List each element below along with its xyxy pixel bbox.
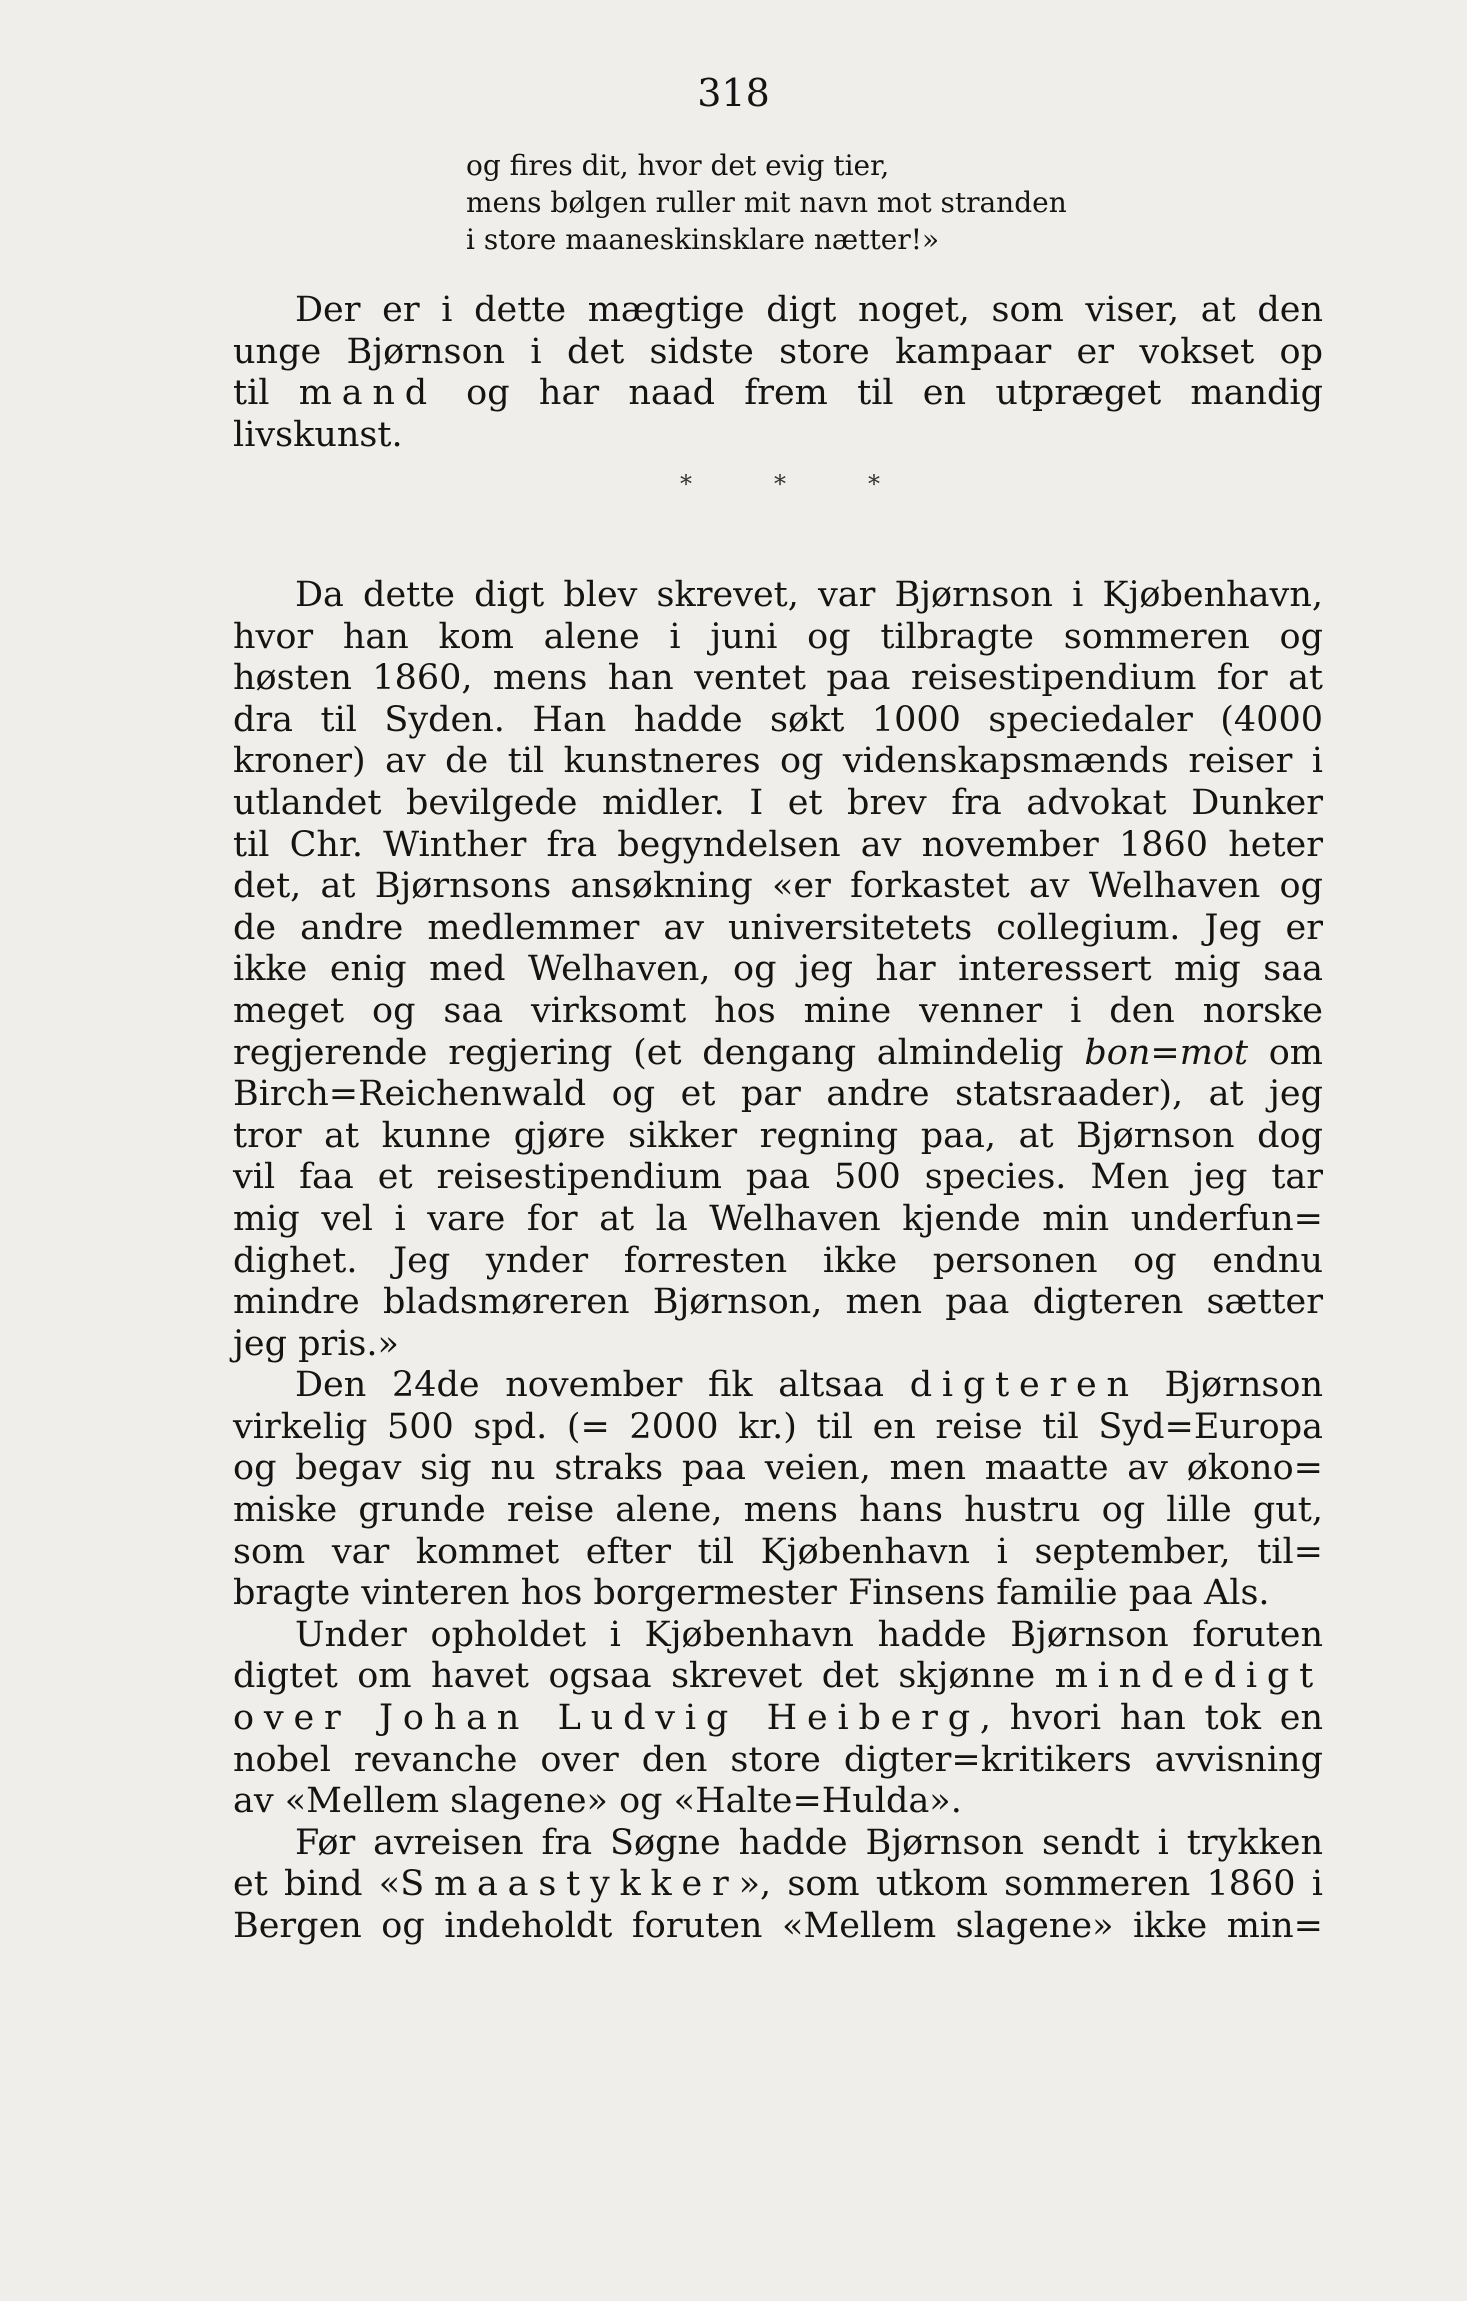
text-line: tror at kunne gjøre sikker regning paa, at Bjørnson dog [233,1115,1323,1156]
poem-line: mens bølgen ruller mit navn mot stranden [466,186,1067,219]
page-number: 318 [697,71,770,115]
asterisk: * [774,470,786,498]
text-line: av «Mellem slagene» og «Halte=Hulda». [233,1781,962,1822]
text-line: dighet. Jeg ynder forresten ikke personen og endnu [233,1240,1323,1281]
text-segment: Bjørnson [1138,1365,1323,1406]
text-line [233,1033,1323,1075]
text-line: vil faa et reisestipendium paa 500 species. Men jeg tar [233,1157,1323,1198]
text-segment: digtet om havet ogsaa skrevet det skjønne [233,1656,1055,1697]
asterisk: * [868,470,880,498]
text-line [233,1698,1323,1740]
text-line: som var kommet efter til Kjøbenhavn i september, til= [233,1531,1323,1572]
text-line: Før avreisen fra Søgne hadde Bjørnson sendt i trykken [295,1822,1323,1863]
text-line [233,373,1323,415]
spaced-emphasis: Smaastykker [400,1864,739,1905]
paragraph-block-1 [233,290,1323,456]
text-segment: om [1248,1032,1323,1073]
text-line: høsten 1860, mens han ventet paa reisestipendium for at [233,658,1323,699]
text-segment: , hvori han tok en [979,1698,1323,1739]
poem-line: i store maaneskinsklare nætter!» [466,223,940,256]
text-line: meget og saa virksomt hos mine venner i den norske [233,990,1323,1031]
text-line [233,1864,1323,1906]
section-separator [680,470,880,498]
text-line: miske grunde reise alene, mens hans hustru og lille gut, [233,1490,1323,1531]
text-line: mindre bladsmøreren Bjørnson, men paa digteren sætter [233,1282,1323,1323]
text-line: jeg pris.» [233,1323,399,1364]
spaced-emphasis: mand [298,373,437,414]
text-line: de andre medlemmer av universitetets collegium. Jeg er [233,907,1323,948]
text-segment: til [233,373,299,414]
text-segment: et bind « [233,1864,401,1905]
text-segment: Den 24de november fik altsaa [295,1365,910,1406]
poem-excerpt [466,147,1166,258]
text-segment: », som utkom sommeren 1860 i [738,1864,1323,1905]
text-line: Bergen og indeholdt foruten «Mellem slagene» ikke min= [233,1906,1323,1946]
text-segment: regjerende regjering (et dengang almindelig [233,1032,1085,1073]
text-line: det, at Bjørnsons ansøkning «er forkastet av Welhaven og [233,866,1323,907]
text-line: utlandet bevilgede midler. I et brev fra advokat Dunker [233,782,1323,823]
text-line: mig vel i vare for at la Welhaven kjende min underfun= [233,1198,1323,1239]
spaced-emphasis: digteren [909,1365,1139,1406]
italic-phrase: bon=mot [1084,1032,1249,1073]
text-line: og begav sig nu straks paa veien, men maatte av økono= [233,1448,1323,1489]
text-line: ikke enig med Welhaven, og jeg har interessert mig saa [233,949,1323,990]
poem-line: og fires dit, hvor det evig tier, [466,149,890,182]
text-line: dra til Syden. Han hadde søkt 1000 speciedaler (4000 [233,699,1323,740]
text-line: virkelig 500 spd. (= 2000 kr.) til en reise til Syd=Europa [233,1406,1323,1447]
asterisk: * [680,470,692,498]
text-line: Birch=Reichenwald og et par andre statsraader), at jeg [233,1074,1323,1115]
paragraph-block-2 [233,575,1323,1948]
text-line: til Chr. Winther fra begyndelsen av november 1860 heter [233,824,1323,865]
spaced-emphasis: over Johan Ludvig Heiberg [233,1698,980,1739]
text-line: Da dette digt blev skrevet, var Bjørnson i Kjøbenhavn, [295,575,1323,615]
text-line [233,1656,1323,1698]
text-line: Der er i dette mægtige digt noget, som viser, at den [295,290,1323,330]
text-line: nobel revanche over den store digter=kritikers avvisning [233,1739,1323,1780]
text-line: kroner) av de til kunstneres og videnskapsmænds reiser i [233,741,1323,782]
text-line: Under opholdet i Kjøbenhavn hadde Bjørnson foruten [295,1614,1323,1655]
spaced-emphasis: mindedigt [1054,1656,1323,1697]
text-line: bragte vinteren hos borgermester Finsens familie paa Als. [233,1573,1270,1614]
text-line: hvor han kom alene i juni og tilbragte sommeren og [233,616,1323,657]
text-line: livskunst. [233,414,403,455]
text-line: unge Bjørnson i det sidste store kampaar er vokset op [233,331,1323,372]
text-line [233,1365,1323,1407]
text-segment: og har naad frem til en utpræget mandig [436,373,1324,414]
